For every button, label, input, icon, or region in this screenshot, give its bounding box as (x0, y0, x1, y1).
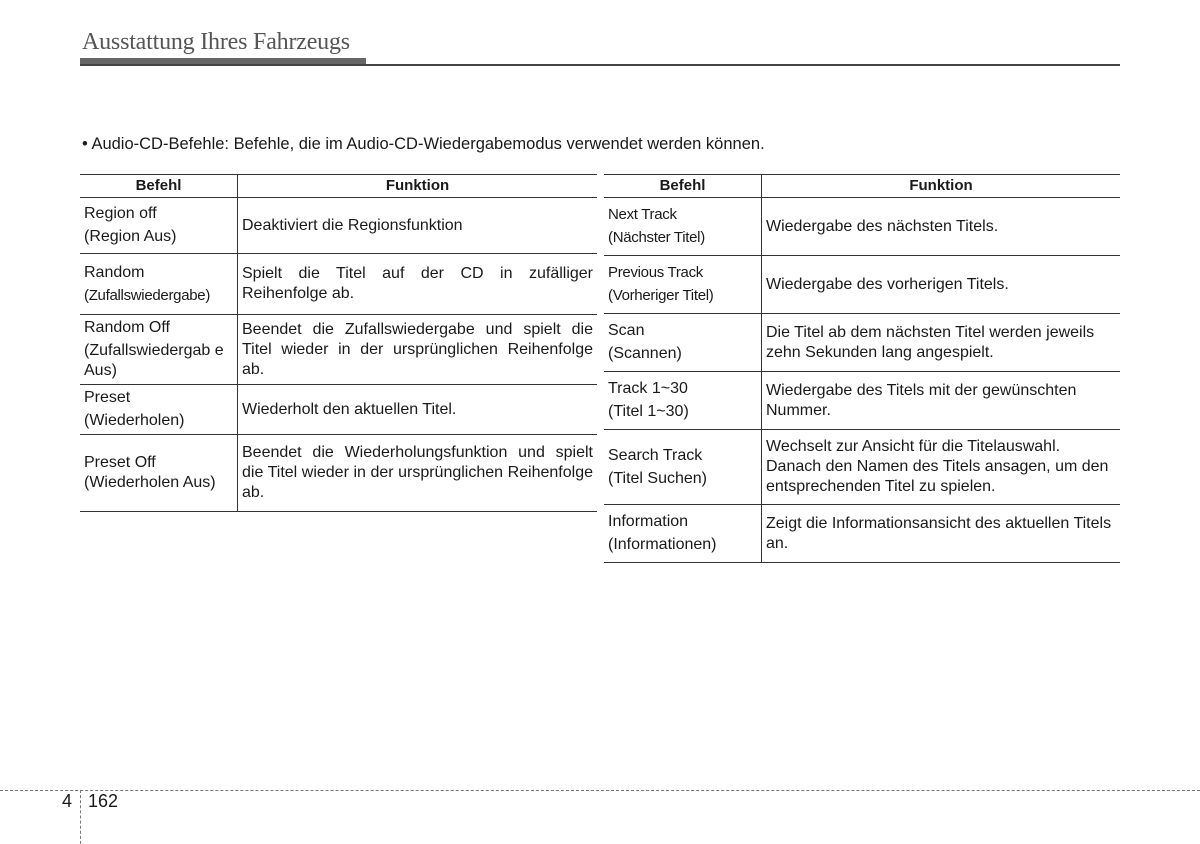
command-cell (604, 372, 762, 430)
command-translation: (Titel 1~30) (608, 403, 689, 420)
command-translation: (Region Aus) (84, 228, 177, 245)
column-header-command: Befehl (604, 175, 762, 198)
command-cell (80, 385, 238, 435)
table-row (604, 505, 1120, 563)
command-name: Next Track (608, 206, 677, 223)
command-name: Track 1~30 (608, 380, 688, 397)
chapter-number: 4 (62, 791, 73, 811)
column-header-function: Funktion (238, 175, 598, 198)
command-translation: (Wiederholen) (84, 412, 185, 429)
command-cell (80, 315, 238, 385)
function-cell: Deaktiviert die Regionsfunktion (238, 198, 598, 254)
table-row (604, 256, 1120, 314)
function-cell: Beendet die Zufallswiedergabe und spielt die Titel wieder in der ursprünglichen Reihenfolge ab. (238, 315, 598, 385)
command-name: Random Off (84, 319, 170, 336)
column-header-command: Befehl (80, 175, 238, 198)
command-translation: (Scannen) (608, 345, 682, 362)
command-translation: (Nächster Titel) (608, 229, 705, 246)
column-header-function: Funktion (762, 175, 1121, 198)
command-name: Information (608, 513, 689, 530)
footer-dashed-rule (0, 790, 1200, 791)
command-name: Region off (84, 205, 157, 222)
audio-cd-commands-table-left (80, 174, 597, 512)
command-name: Random (84, 263, 145, 281)
table-row (80, 385, 597, 435)
table-row (80, 435, 597, 512)
function-cell: Wiedergabe des vorherigen Titels. (762, 256, 1121, 314)
header-rule (80, 64, 1120, 66)
command-name: Scan (608, 322, 645, 339)
command-translation: (Wiederholen Aus) (84, 474, 216, 491)
command-cell (604, 198, 762, 256)
table-row (604, 430, 1120, 505)
function-cell: Wiedergabe des Titels mit der gewünschten Nummer. (762, 372, 1121, 430)
command-translation: (Zufallswiedergab e Aus) (84, 342, 224, 379)
command-cell (80, 198, 238, 254)
command-translation: (Informationen) (608, 536, 717, 553)
function-cell: Zeigt die Informationsansicht des aktuellen Titels an. (762, 505, 1121, 563)
table-row (80, 254, 597, 315)
command-cell (604, 256, 762, 314)
page-header-title: Ausstattung Ihres Fahrzeugs (82, 29, 350, 55)
intro-text: • Audio-CD-Befehle: Befehle, die im Audio-CD-Wiedergabemodus verwendet werden können. (82, 135, 765, 153)
function-cell: Spielt die Titel auf der CD in zufälliger Reihenfolge ab. (238, 254, 598, 315)
command-name: Search Track (608, 446, 703, 464)
function-cell: Beendet die Wiederholungsfunktion und spielt die Titel wieder in der ursprünglichen Reihenfolge ab. (238, 435, 598, 512)
command-cell (80, 435, 238, 512)
table-row (604, 198, 1120, 256)
command-cell (604, 430, 762, 505)
footer-dashed-divider (80, 790, 81, 844)
function-cell: Wiederholt den aktuellen Titel. (238, 385, 598, 435)
command-translation: (Titel Suchen) (608, 469, 707, 487)
table-row (604, 372, 1120, 430)
command-translation: (Zufallswiedergabe) (84, 286, 211, 304)
table-row (80, 198, 597, 254)
table-row (80, 315, 597, 385)
command-cell (604, 505, 762, 563)
command-name: Previous Track (608, 264, 703, 281)
function-cell: Die Titel ab dem nächsten Titel werden jeweils zehn Sekunden lang angespielt. (762, 314, 1121, 372)
command-translation: (Vorheriger Titel) (608, 287, 714, 304)
command-name: Preset (84, 389, 131, 406)
function-cell: Wechselt zur Ansicht für die Titelauswahl. Danach den Namen des Titels ansagen, um den entsprechenden Titel zu spielen. (762, 430, 1121, 505)
command-cell (80, 254, 238, 315)
table-row (604, 314, 1120, 372)
command-name: Preset Off (84, 454, 156, 471)
page-number: 162 (88, 791, 119, 811)
function-cell: Wiedergabe des nächsten Titels. (762, 198, 1121, 256)
audio-cd-commands-table-right (604, 174, 1120, 563)
command-cell (604, 314, 762, 372)
